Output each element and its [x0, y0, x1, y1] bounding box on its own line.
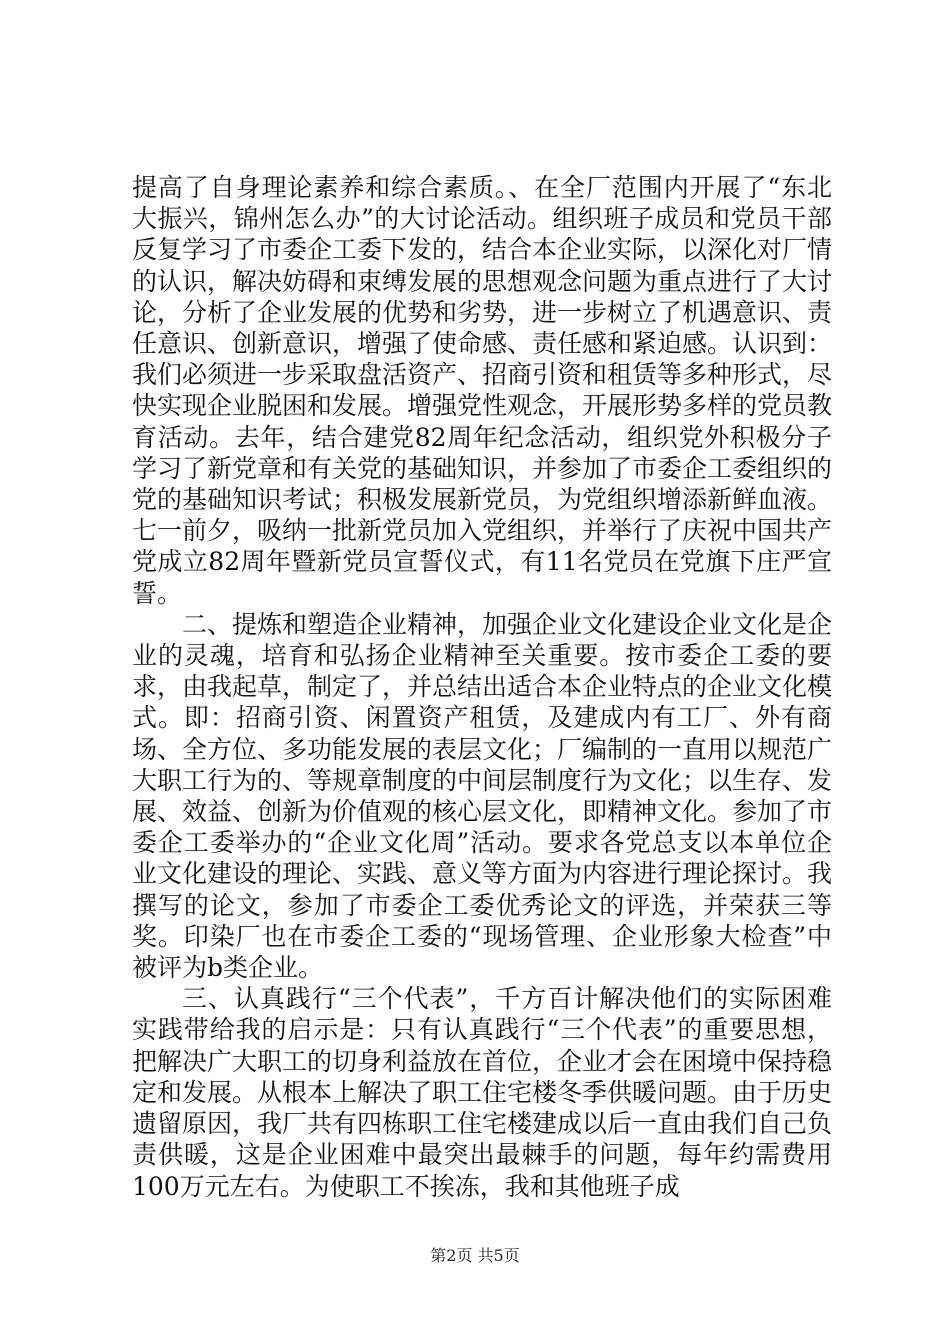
document-body — [132, 172, 832, 1202]
paragraph-section-three: 三、认真践行“三个代表”，千方百计解决他们的实际困难实践带给我的启示是：只有认真践行“三个代表”的重要思想，把解决广大职工的切身利益放在首位，企业才会在困境中保持稳定和发展。从根本上解决了职工住宅楼冬季供暖问题。由于历史遗留原因，我厂共有四栋职工住宅楼建成以后一直由我们自己负责供暖，这是企业困难中最突出最棘手的问题，每年约需费用100万元左右。为使职工不挨冻，我和其他班子成 — [132, 984, 833, 1201]
paragraph-section-two: 二、提炼和塑造企业精神，加强企业文化建设企业文化是企业的灵魂，培育和弘扬企业精神至关重要。按市委企工委的要求，由我起草，制定了，并总结出适合本企业特点的企业文化模式。即：招商引资、闲置资产租赁，及建成内有工厂、外有商场、全方位、多功能发展的表层文化；厂编制的一直用以规范广大职工行为的、等规章制度的中间层制度行为文化；以生存、发展、效益、创新为价值观的核心层文化，即精神文化。参加了市委企工委举办的“企业文化周”活动。要求各党总支以本单位企业文化建设的理论、实践、意义等方面为内容进行理论探讨。我撰写的论文，参加了市委企工委优秀论文的评选，并荣获三等奖。印染厂也在市委企工委的“现场管理、企业形象大检查”中被评为b类企业。 — [132, 609, 833, 983]
paragraph-continuation: 提高了自身理论素养和综合素质。、在全厂范围内开展了“东北大振兴，锦州怎么办”的大讨论活动。组织班子成员和党员干部反复学习了市委企工委下发的，结合本企业实际，以深化对厂情的认识，解决妨碍和束缚发展的思想观念问题为重点进行了大讨论，分析了企业发展的优势和劣势，进一步树立了机遇意识、责任意识、创新意识，增强了使命感、责任感和紧迫感。认识到：我们必须进一步采取盘活资产、招商引资和租赁等多种形式，尽快实现企业脱困和发展。增强党性观念，开展形势多样的党员教育活动。去年，结合建党82周年纪念活动，组织党外积极分子学习了新党章和有关党的基础知识，并参加了市委企工委组织的党的基础知识考试；积极发展新党员，为党组织增添新鲜血液。七一前夕，吸纳一批新党员加入党组织，并举行了庆祝中国共产党成立82周年暨新党员宣誓仪式，有11名党员在党旗下庄严宣誓。 — [132, 173, 833, 608]
page-footer: 第2页 共5页 — [430, 1246, 520, 1265]
